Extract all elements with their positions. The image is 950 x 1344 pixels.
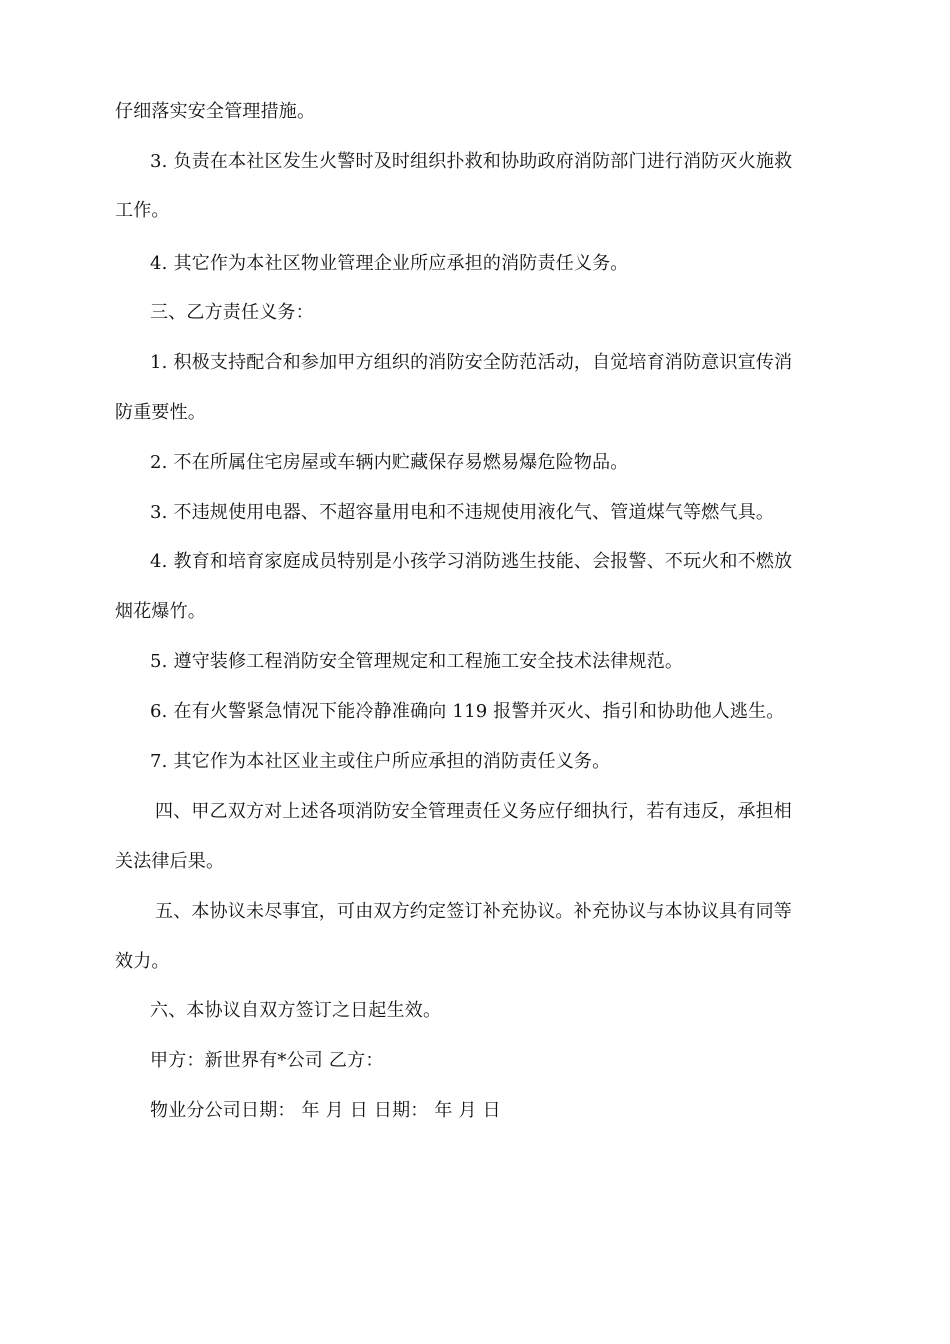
clause-2-4-line: 4. 其它作为本社区物业管理企业所应承担的消防责任义务。 [150,253,629,274]
clause-3-7-line: 7. 其它作为本社区业主或住户所应承担的消防责任义务。 [150,751,611,772]
section-3-heading: 三、乙方责任义务： [150,302,314,323]
date-signature-line: 物业分公司日期： 年 月 日 日期： 年 月 日 [150,1100,501,1121]
clause-2-3-line-1: 3. 负责在本社区发生火警时及时组织扑救和协助政府消防部门进行消防灭火施救 [150,151,793,172]
section-4-line-2: 关法律后果。 [115,851,225,872]
clause-3-4-line-2: 烟花爆竹。 [115,601,206,622]
clause-3-2-line: 2. 不在所属住宅房屋或车辆内贮藏保存易燃易爆危险物品。 [150,452,629,473]
clause-3-6-line: 6. 在有火警紧急情况下能冷静准确向 119 报警并灭火、指引和协助他人逃生。 [150,701,785,722]
party-a-signature-line: 甲方：新世界有*公司 乙方： [150,1050,384,1071]
clause-3-1-line-2: 防重要性。 [115,402,206,423]
section-4-line-1: 四、甲乙双方对上述各项消防安全管理责任义务应仔细执行，若有违反，承担相 [155,801,792,822]
clause-3-5-line: 5. 遵守装修工程消防安全管理规定和工程施工安全技术法律规范。 [150,651,684,672]
clause-2-3-line-2: 工作。 [115,200,170,221]
section-5-line-1: 五、本协议未尽事宜，可由双方约定签订补充协议。补充协议与本协议具有同等 [155,901,792,922]
section-5-line-2: 效力。 [115,951,170,972]
clause-3-1-line-1: 1. 积极支持配合和参加甲方组织的消防安全防范活动，自觉培育消防意识宣传消 [150,352,793,373]
clause-3-4-line-1: 4. 教育和培育家庭成员特别是小孩学习消防逃生技能、会报警、不玩火和不燃放 [150,551,793,572]
clause-3-3-line: 3. 不违规使用电器、不超容量用电和不违规使用液化气、管道煤气等燃气具。 [150,502,775,523]
section-6-line: 六、本协议自双方签订之日起生效。 [150,1000,442,1021]
paragraph-continuation-line: 仔细落实安全管理措施。 [115,101,316,122]
